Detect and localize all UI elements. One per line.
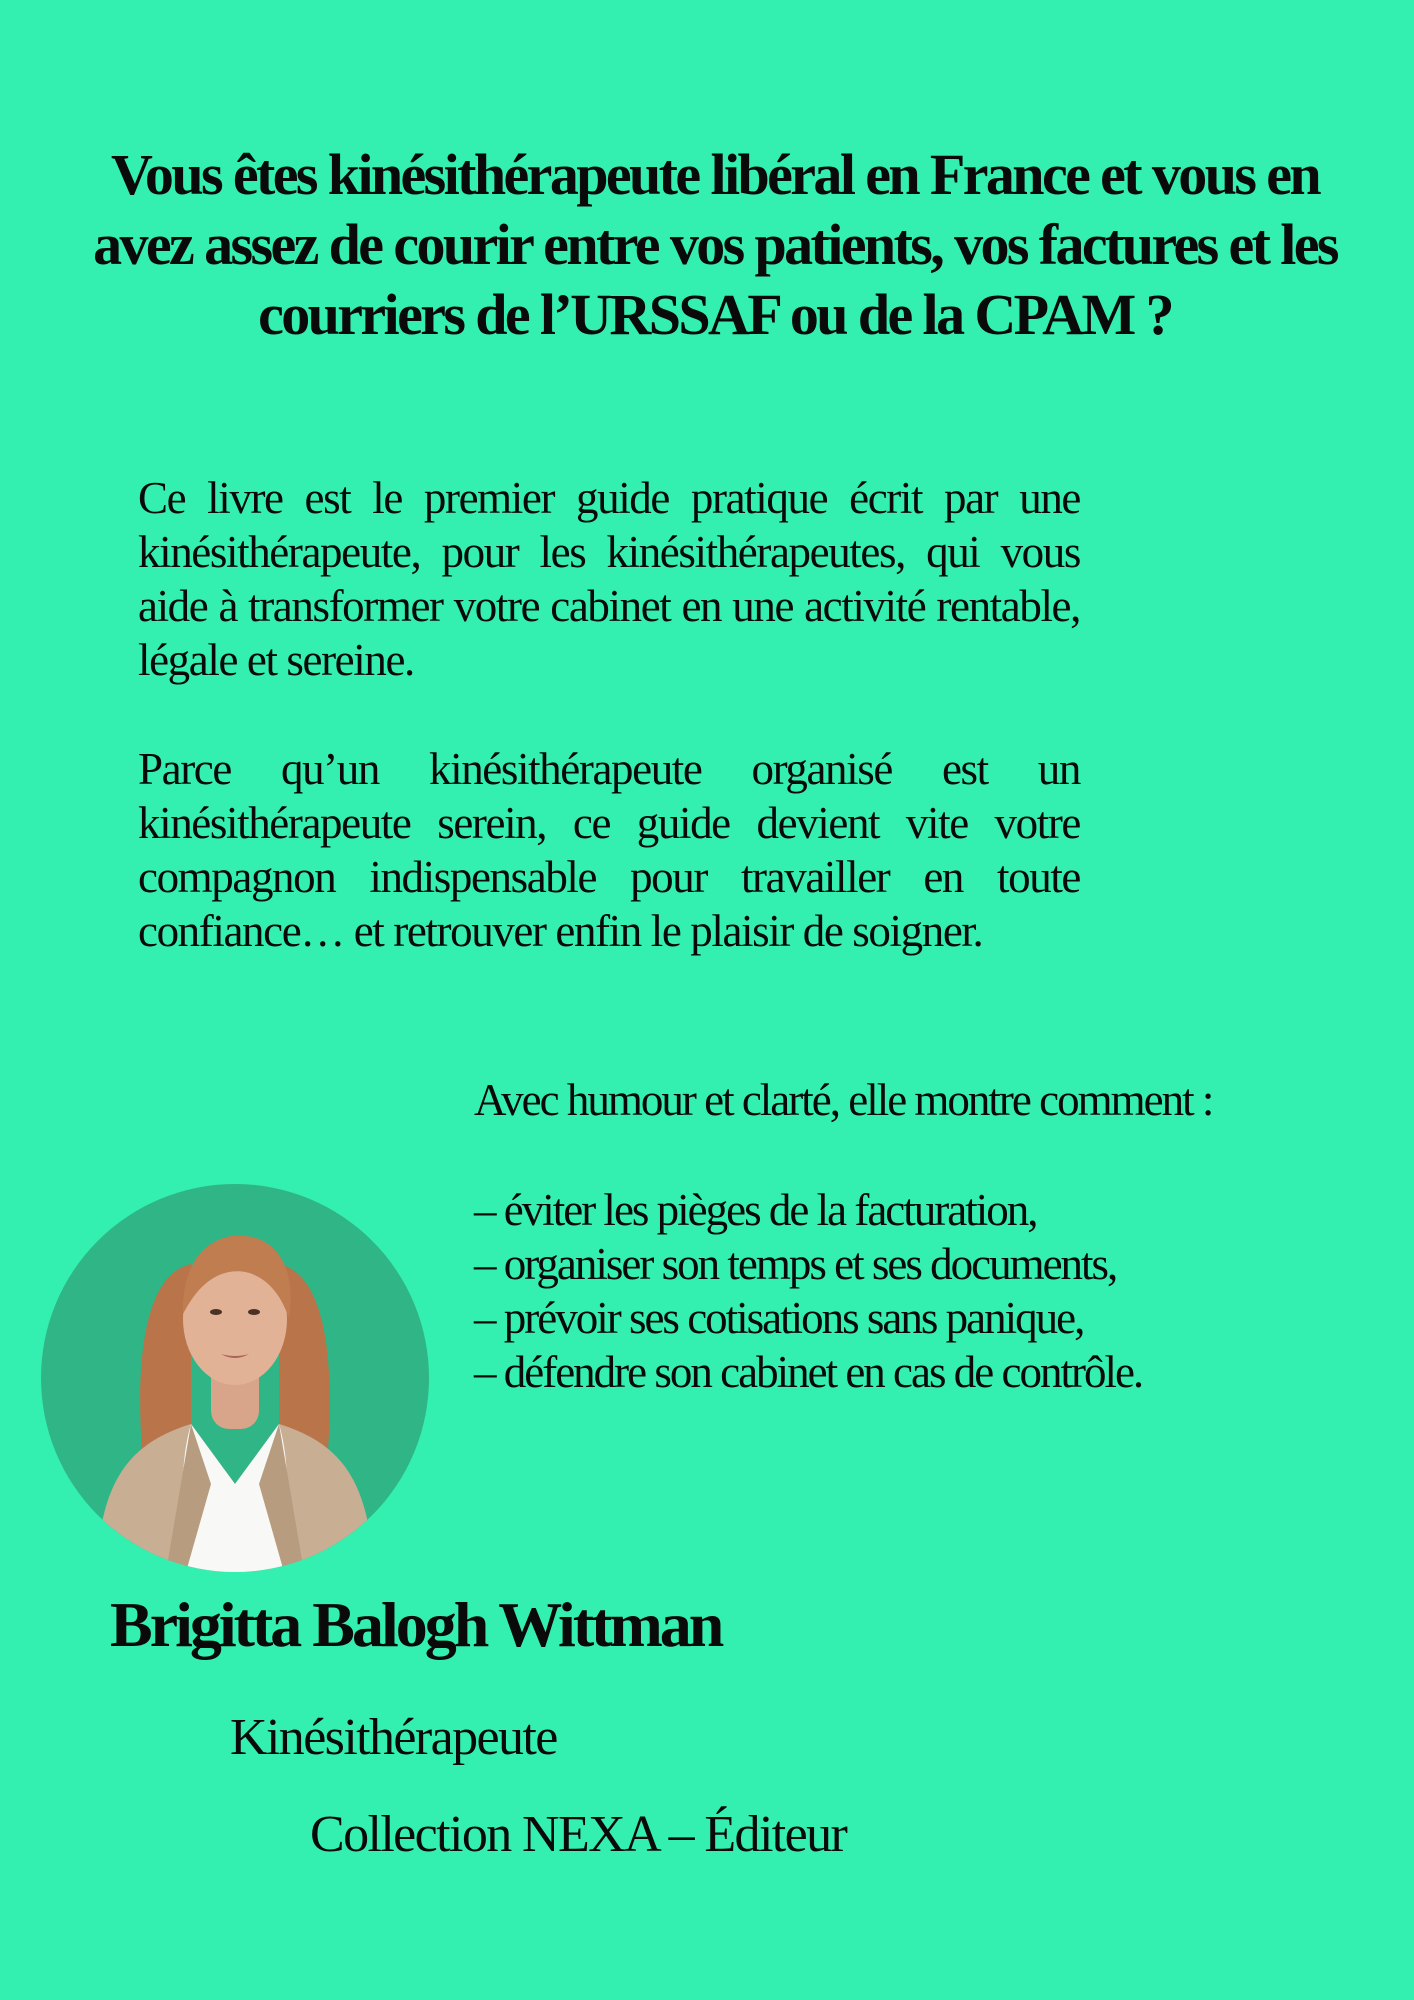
benefit-item: – prévoir ses cotisations sans panique, [474,1293,1084,1343]
benefits-lead: Avec humour et clarté, elle montre comment : [474,1075,1213,1125]
headline-line: Vous êtes kinésithérapeute libéral en France et vous en [110,142,1320,207]
author-name: Brigitta Balogh Wittman [110,1589,722,1660]
headline-line: avez assez de courir entre vos patients, vos factures et les [93,212,1337,277]
benefits-section [474,1073,1374,1399]
benefit-item: – éviter les pièges de la facturation, [474,1185,1037,1235]
benefits-list [474,1183,1374,1399]
back-cover-headline [70,140,1360,350]
author-role: Kinésithérapeute [230,1709,557,1766]
benefit-item: – organiser son temps et ses documents, [474,1239,1117,1289]
headline-line: courriers de l’URSSAF ou de la CPAM ? [258,282,1172,347]
publisher-line: Collection NEXA – Éditeur [310,1806,847,1863]
author-portrait [41,1184,429,1572]
benefit-item: – défendre son cabinet en cas de contrôle. [474,1347,1143,1397]
author-photo-icon [41,1184,429,1572]
intro-paragraph-2: Parce qu’un kinésithérapeute organisé est un kinésithérapeute serein, ce guide devient vite votre compagnon indispensable pour travailler en toute confiance… et retrouver enfin le plaisir de soigner. [138,744,1080,956]
intro-paragraph-1: Ce livre est le premier guide pratique écrit par une kinésithérapeute, pour les kinésithérapeutes, qui vous aide à transformer votre cabinet en une activité rentable, légale et sereine. [138,473,1080,685]
